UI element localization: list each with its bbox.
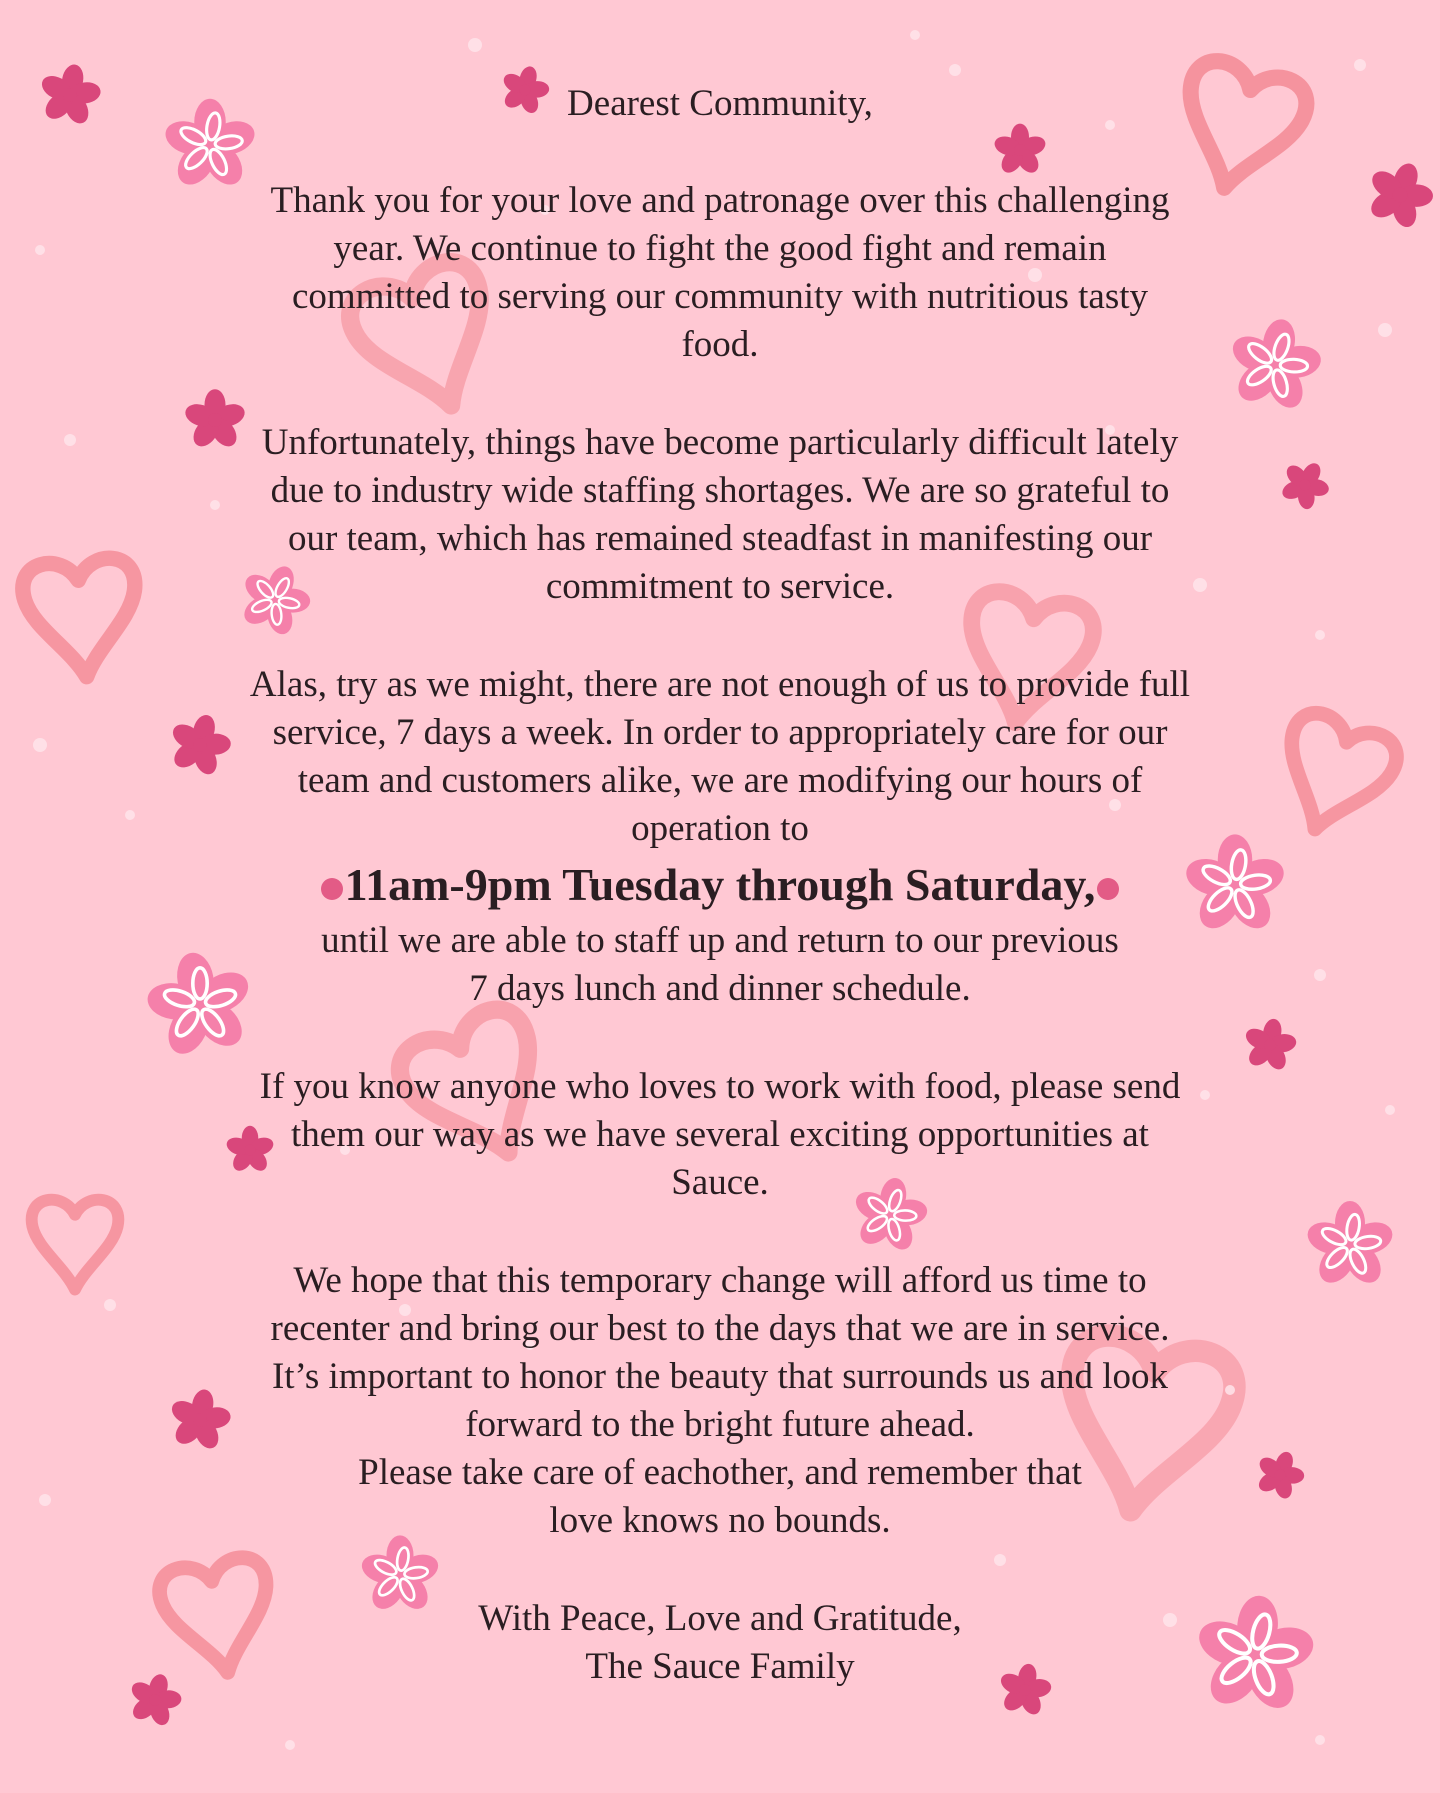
paragraph-line: our team, which has remained steadfast in manifesting our <box>287 518 1153 559</box>
signature: The Sauce Family <box>585 1646 855 1687</box>
paragraph-line: love knows no bounds. <box>549 1500 891 1541</box>
hours-emphasis <box>0 857 1440 913</box>
closing: With Peace, Love and Gratitude, <box>478 1598 962 1639</box>
paragraph-line: Please take care of eachother, and remember that <box>358 1452 1082 1493</box>
paragraph-line: year. We continue to fight the good fight and remain <box>333 228 1107 269</box>
paragraph-line: them our way as we have several exciting opportunities at <box>291 1114 1149 1155</box>
paragraph-line: If you know anyone who loves to work with food, please send <box>259 1066 1181 1107</box>
paragraph-line: committed to serving our community with nutritious tasty <box>291 276 1149 317</box>
paragraph-line: Thank you for your love and patronage over this challenging <box>270 180 1170 221</box>
paragraph-line: forward to the bright future ahead. <box>465 1404 975 1445</box>
paragraph-line: 7 days lunch and dinner schedule. <box>469 968 971 1009</box>
paragraph-line: operation to <box>631 808 809 849</box>
paragraph-line: until we are able to staff up and return to our previous <box>321 920 1119 961</box>
salutation: Dearest Community, <box>567 83 873 124</box>
paragraph-line: service, 7 days a week. In order to appropriately care for our <box>272 712 1168 753</box>
dot-icon <box>1097 878 1119 900</box>
paragraph-line: It’s important to honor the beauty that surrounds us and look <box>271 1356 1169 1397</box>
paragraph-line: Alas, try as we might, there are not enough of us to provide full <box>249 664 1191 705</box>
dot-icon <box>321 878 343 900</box>
paragraph-line: We hope that this temporary change will afford us time to <box>293 1260 1147 1301</box>
paragraph-line: Unfortunately, things have become particularly difficult lately <box>261 422 1179 463</box>
paragraph-line: team and customers alike, we are modifying our hours of <box>297 760 1143 801</box>
paragraph-line: food. <box>681 324 759 365</box>
paragraph-line: commitment to service. <box>545 566 895 607</box>
paragraph-line: Sauce. <box>671 1162 769 1203</box>
hours-text: 11am-9pm Tuesday through Saturday, <box>344 859 1096 910</box>
paragraph-line: recenter and bring our best to the days that we are in service. <box>270 1308 1170 1349</box>
paragraph-line: due to industry wide staffing shortages. We are so grateful to <box>270 470 1170 511</box>
